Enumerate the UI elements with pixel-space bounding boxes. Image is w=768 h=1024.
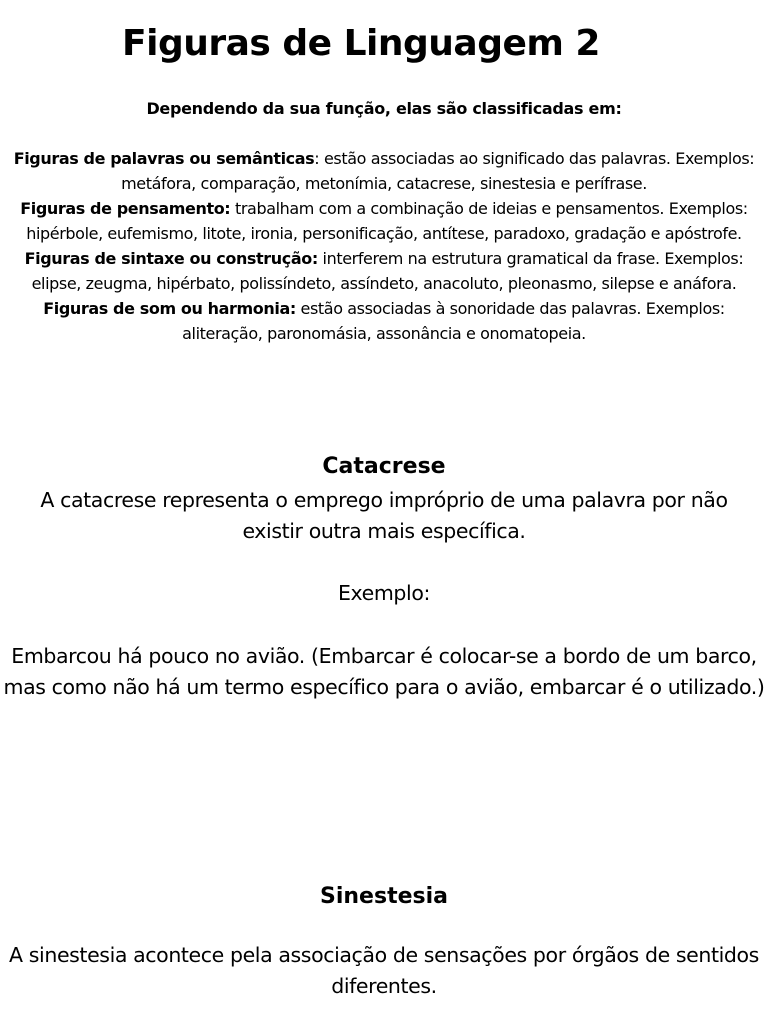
sinestesia-definition: A sinestesia acontece pela associação de sensações por órgãos de sentidos diferentes. [9, 943, 759, 998]
classification-name: Figuras de palavras ou semânticas [13, 149, 315, 168]
classification-name: Figuras de pensamento: [20, 199, 231, 218]
intro-text: Dependendo da sua função, elas são classificadas em: [146, 99, 622, 118]
classification-item [25, 249, 744, 293]
classification-item [20, 199, 748, 243]
classification-text: estão associadas à sonoridade das palavras. Exemplos: aliteração, paronomásia, assonância e onomatopeia. [182, 299, 725, 343]
classification-text: estão associadas ao significado das palavras. Exemplos: metáfora, comparação, metonímia, catacrese, sinestesia e perífrase. [121, 149, 755, 193]
classification-text: interferem na estrutura gramatical da frase. Exemplos: elipse, zeugma, hipérbato, polissíndeto, assíndeto, anacoluto, pleonasmo, silepse e anáfora. [31, 249, 744, 293]
classification-item: Figuras de palavras ou semânticas: estão associadas ao significado das palavras. Exemplos: metáfora, comparação, metonímia, catacrese, sinestesia e perífrase. [13, 149, 755, 193]
classification-item [43, 299, 725, 343]
classification-name: Figuras de som ou harmonia: [43, 299, 296, 318]
catacrese-heading: Catacrese [322, 454, 446, 479]
sinestesia-heading: Sinestesia [320, 884, 448, 909]
catacrese-example: Embarcou há pouco no avião. (Embarcar é colocar-se a bordo de um barco, mas como não há um termo específico para o avião, embarcar é o utilizado.) [3, 644, 765, 699]
classification-name: Figuras de sintaxe ou construção: [24, 249, 318, 268]
classification-text: trabalham com a combinação de ideias e pensamentos. Exemplos: hipérbole, eufemismo, litote, ironia, personificação, antítese, paradoxo, gradação e apóstrofe. [26, 199, 748, 243]
catacrese-definition: A catacrese representa o emprego impróprio de uma palavra por não existir outra mais específica. [40, 488, 728, 543]
page-title: Figuras de Linguagem 2 [122, 23, 600, 64]
example-label: Exemplo: [338, 581, 430, 605]
classification-list [10, 146, 758, 346]
